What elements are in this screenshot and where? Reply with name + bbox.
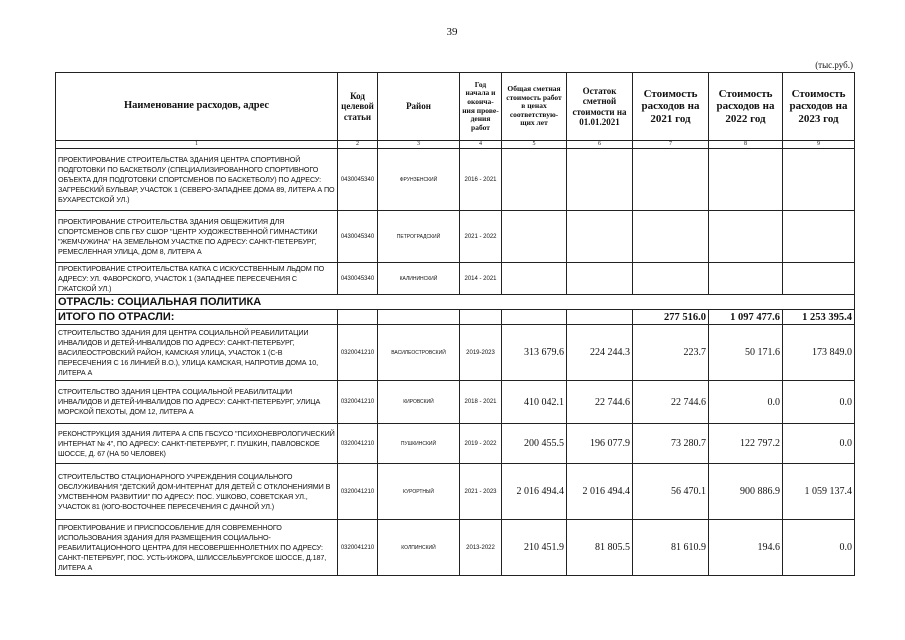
header-row bbox=[56, 73, 855, 141]
sector-total-2023: 1 253 395.4 bbox=[783, 310, 855, 325]
sector-total-2021: 277 516.0 bbox=[633, 310, 709, 325]
row-cost-2022: 194.6 bbox=[709, 520, 783, 576]
sector-total-row bbox=[56, 310, 855, 325]
header-cost-2022: Стоимость расходов на 2022 год bbox=[709, 73, 783, 141]
column-number: 3 bbox=[378, 141, 460, 149]
row-district: ПУШКИНСКИЙ bbox=[378, 424, 460, 464]
row-total-cost: 210 451.9 bbox=[502, 520, 567, 576]
row-name: ПРОЕКТИРОВАНИЕ СТРОИТЕЛЬСТВА ЗДАНИЯ ОБЩЕЖИТИЯ ДЛЯ СПОРТСМЕНОВ СПБ ГБУ СШОР "ЦЕНТР ХУДОЖЕСТВЕННОЙ ГИМНАСТИКИ "ЖЕМЧУЖИНА" НА ЗЕМЕЛЬНОМ УЧАСТКЕ ПО АДРЕСУ: САНКТ-ПЕТЕРБУРГ, РЕМЕСЛЕННАЯ УЛИЦА, ДОМ 8, ЛИТЕРА А bbox=[56, 211, 338, 263]
row-name: ПРОЕКТИРОВАНИЕ СТРОИТЕЛЬСТВА ЗДАНИЯ ЦЕНТРА СПОРТИВНОЙ ПОДГОТОВКИ ПО БАСКЕТБОЛУ (СПЕЦИАЛИЗИРОВАННОГО СПОРТИВНОГО ОБЪЕКТА ДЛЯ ПОДГОТОВКИ СПОРТСМЕНОВ ПО БАСКЕТБОЛУ) ПО АДРЕСУ: ЗАГРЕБСКИЙ БУЛЬВАР, УЧАСТОК 1 (СЕВЕРО-ЗАПАДНЕЕ ДОМА 89, ЛИТЕРА А ПО БУХАРЕСТСКОЙ УЛ.) bbox=[56, 149, 338, 211]
row-district: КАЛИНИНСКИЙ bbox=[378, 263, 460, 295]
row-period: 2018 - 2021 bbox=[460, 381, 502, 424]
row-remaining bbox=[567, 149, 633, 211]
expenditure-table bbox=[55, 72, 855, 576]
row-period: 2021 - 2023 bbox=[460, 464, 502, 520]
header-cost-2021: Стоимость расходов на 2021 год bbox=[633, 73, 709, 141]
row-total-cost: 313 679.6 bbox=[502, 325, 567, 381]
sector-total-label: ИТОГО ПО ОТРАСЛИ: bbox=[56, 310, 338, 325]
row-cost-2022 bbox=[709, 263, 783, 295]
row-code: 0320041210 bbox=[338, 381, 378, 424]
row-remaining: 81 805.5 bbox=[567, 520, 633, 576]
row-total-cost: 200 455.5 bbox=[502, 424, 567, 464]
row-total-cost: 2 016 494.4 bbox=[502, 464, 567, 520]
row-cost-2022 bbox=[709, 149, 783, 211]
row-remaining: 224 244.3 bbox=[567, 325, 633, 381]
table-row bbox=[56, 464, 855, 520]
table-row bbox=[56, 424, 855, 464]
sector-row bbox=[56, 295, 855, 310]
column-number: 7 bbox=[633, 141, 709, 149]
row-code: 0430045340 bbox=[338, 211, 378, 263]
row-cost-2023: 1 059 137.4 bbox=[783, 464, 855, 520]
row-cost-2023 bbox=[783, 263, 855, 295]
row-cost-2022 bbox=[709, 211, 783, 263]
row-period: 2021 - 2022 bbox=[460, 211, 502, 263]
row-code: 0320041210 bbox=[338, 520, 378, 576]
header-district: Район bbox=[378, 73, 460, 141]
empty-cell bbox=[502, 310, 567, 325]
column-number: 1 bbox=[56, 141, 338, 149]
column-number: 4 bbox=[460, 141, 502, 149]
row-cost-2021: 56 470.1 bbox=[633, 464, 709, 520]
row-period: 2019 - 2022 bbox=[460, 424, 502, 464]
row-name: СТРОИТЕЛЬСТВО ЗДАНИЯ ЦЕНТРА СОЦИАЛЬНОЙ РЕАБИЛИТАЦИИ ИНВАЛИДОВ И ДЕТЕЙ-ИНВАЛИДОВ ПО АДРЕСУ: САНКТ-ПЕТЕРБУРГ, УЛИЦА МОРСКОЙ ПЕХОТЫ, ДОМ 12, ЛИТЕРА А bbox=[56, 381, 338, 424]
units-label: (тыс.руб.) bbox=[815, 60, 853, 70]
row-cost-2023: 0.0 bbox=[783, 520, 855, 576]
row-cost-2023: 0.0 bbox=[783, 381, 855, 424]
table-row bbox=[56, 381, 855, 424]
row-cost-2022: 900 886.9 bbox=[709, 464, 783, 520]
row-name: СТРОИТЕЛЬСТВО ЗДАНИЯ ДЛЯ ЦЕНТРА СОЦИАЛЬНОЙ РЕАБИЛИТАЦИИ ИНВАЛИДОВ И ДЕТЕЙ-ИНВАЛИДОВ ПО АДРЕСУ: САНКТ-ПЕТЕРБУРГ, ВАСИЛЕОСТРОВСКИЙ РАЙОН, КАМСКАЯ УЛИЦА, УЧАСТОК 1 (С-В ПЕРЕСЕЧЕНИЯ С 16 ЛИНИЕЙ В.О.), УЛИЦА КАМСКАЯ, НАПРОТИВ ДОМА 10, ЛИТЕРА А bbox=[56, 325, 338, 381]
table-row bbox=[56, 325, 855, 381]
row-total-cost bbox=[502, 149, 567, 211]
row-remaining: 196 077.9 bbox=[567, 424, 633, 464]
column-number: 9 bbox=[783, 141, 855, 149]
page-number: 39 bbox=[446, 26, 458, 38]
table-row bbox=[56, 149, 855, 211]
column-number-row bbox=[56, 141, 855, 149]
row-code: 0430045340 bbox=[338, 149, 378, 211]
row-cost-2021 bbox=[633, 211, 709, 263]
row-cost-2023: 0.0 bbox=[783, 424, 855, 464]
header-period: Год начала и оконча-ния прове-дения работ bbox=[460, 73, 502, 141]
row-remaining bbox=[567, 263, 633, 295]
row-period: 2014 - 2021 bbox=[460, 263, 502, 295]
row-district: ПЕТРОГРАДСКИЙ bbox=[378, 211, 460, 263]
row-cost-2022: 50 171.6 bbox=[709, 325, 783, 381]
column-number: 5 bbox=[502, 141, 567, 149]
header-total-cost: Общая сметная стоимость работ в ценах соответствую-щих лет bbox=[502, 73, 567, 141]
row-cost-2021 bbox=[633, 149, 709, 211]
row-code: 0320041210 bbox=[338, 424, 378, 464]
row-code: 0320041210 bbox=[338, 464, 378, 520]
empty-cell bbox=[378, 310, 460, 325]
row-cost-2022: 0.0 bbox=[709, 381, 783, 424]
row-remaining bbox=[567, 211, 633, 263]
table-row bbox=[56, 520, 855, 576]
sector-title: ОТРАСЛЬ: СОЦИАЛЬНАЯ ПОЛИТИКА bbox=[56, 295, 855, 310]
table-row bbox=[56, 211, 855, 263]
column-number: 8 bbox=[709, 141, 783, 149]
row-period: 2016 - 2021 bbox=[460, 149, 502, 211]
row-period: 2013-2022 bbox=[460, 520, 502, 576]
header-cost-2023: Стоимость расходов на 2023 год bbox=[783, 73, 855, 141]
row-cost-2023 bbox=[783, 211, 855, 263]
row-district: ВАСИЛЕОСТРОВСКИЙ bbox=[378, 325, 460, 381]
row-cost-2021: 223.7 bbox=[633, 325, 709, 381]
row-total-cost bbox=[502, 263, 567, 295]
row-cost-2023 bbox=[783, 149, 855, 211]
row-code: 0320041210 bbox=[338, 325, 378, 381]
row-district: КИРОВСКИЙ bbox=[378, 381, 460, 424]
row-cost-2023: 173 849.0 bbox=[783, 325, 855, 381]
row-cost-2021: 22 744.6 bbox=[633, 381, 709, 424]
row-district: КОЛПИНСКИЙ bbox=[378, 520, 460, 576]
header-code: Код целевой статьи bbox=[338, 73, 378, 141]
row-name: СТРОИТЕЛЬСТВО СТАЦИОНАРНОГО УЧРЕЖДЕНИЯ СОЦИАЛЬНОГО ОБСЛУЖИВАНИЯ "ДЕТСКИЙ ДОМ-ИНТЕРНАТ ДЛЯ ДЕТЕЙ С ОТКЛОНЕНИЯМИ В УМСТВЕННОМ РАЗВИТИИ" ПО АДРЕСУ: ПОС. УШКОВО, СОВЕТСКАЯ УЛ., УЧАСТОК 81 (ЮГО-ВОСТОЧНЕЕ ПЕРЕСЕЧЕНИЯ С ДАЧНОЙ УЛ.) bbox=[56, 464, 338, 520]
row-code: 0430045340 bbox=[338, 263, 378, 295]
sector-total-2022: 1 097 477.6 bbox=[709, 310, 783, 325]
column-number: 2 bbox=[338, 141, 378, 149]
row-period: 2019-2023 bbox=[460, 325, 502, 381]
header-remaining: Остаток сметной стоимости на 01.01.2021 bbox=[567, 73, 633, 141]
row-cost-2021 bbox=[633, 263, 709, 295]
empty-cell bbox=[460, 310, 502, 325]
row-district: ФРУНЗЕНСКИЙ bbox=[378, 149, 460, 211]
row-name: ПРОЕКТИРОВАНИЕ И ПРИСПОСОБЛЕНИЕ ДЛЯ СОВРЕМЕННОГО ИСПОЛЬЗОВАНИЯ ЗДАНИЯ ДЛЯ РАЗМЕЩЕНИЯ СОЦИАЛЬНО-РЕАБИЛИТАЦИОННОГО ЦЕНТРА ДЛЯ НЕСОВЕРШЕННОЛЕТНИХ ПО АДРЕСУ: САНКТ-ПЕТЕРБУРГ, ПОС. УСТЬ-ИЖОРА, ШЛИССЕЛЬБУРГСКОЕ ШОССЕ, Д.187, ЛИТЕРА А bbox=[56, 520, 338, 576]
row-name: РЕКОНСТРУКЦИЯ ЗДАНИЯ ЛИТЕРА А СПБ ГБСУСО "ПСИХОНЕВРОЛОГИЧЕСКИЙ ИНТЕРНАТ № 4", ПО АДРЕСУ: САНКТ-ПЕТЕРБУРГ, Г. ПУШКИН, ПАВЛОВСКОЕ ШОССЕ, Д. 67 (НА 50 ЧЕЛОВЕК) bbox=[56, 424, 338, 464]
empty-cell bbox=[338, 310, 378, 325]
row-total-cost bbox=[502, 211, 567, 263]
row-remaining: 2 016 494.4 bbox=[567, 464, 633, 520]
row-cost-2022: 122 797.2 bbox=[709, 424, 783, 464]
empty-cell bbox=[567, 310, 633, 325]
row-total-cost: 410 042.1 bbox=[502, 381, 567, 424]
row-cost-2021: 73 280.7 bbox=[633, 424, 709, 464]
table-row bbox=[56, 263, 855, 295]
row-cost-2021: 81 610.9 bbox=[633, 520, 709, 576]
row-remaining: 22 744.6 bbox=[567, 381, 633, 424]
header-name: Наименование расходов, адрес bbox=[56, 73, 338, 141]
column-number: 6 bbox=[567, 141, 633, 149]
row-district: КУРОРТНЫЙ bbox=[378, 464, 460, 520]
row-name: ПРОЕКТИРОВАНИЕ СТРОИТЕЛЬСТВА КАТКА С ИСКУССТВЕННЫМ ЛЬДОМ ПО АДРЕСУ: УЛ. ФАВОРСКОГО, УЧАСТОК 1 (ЗАПАДНЕЕ ПЕРЕСЕЧЕНИЯ С ГЖАТСКОЙ УЛ.) bbox=[56, 263, 338, 295]
